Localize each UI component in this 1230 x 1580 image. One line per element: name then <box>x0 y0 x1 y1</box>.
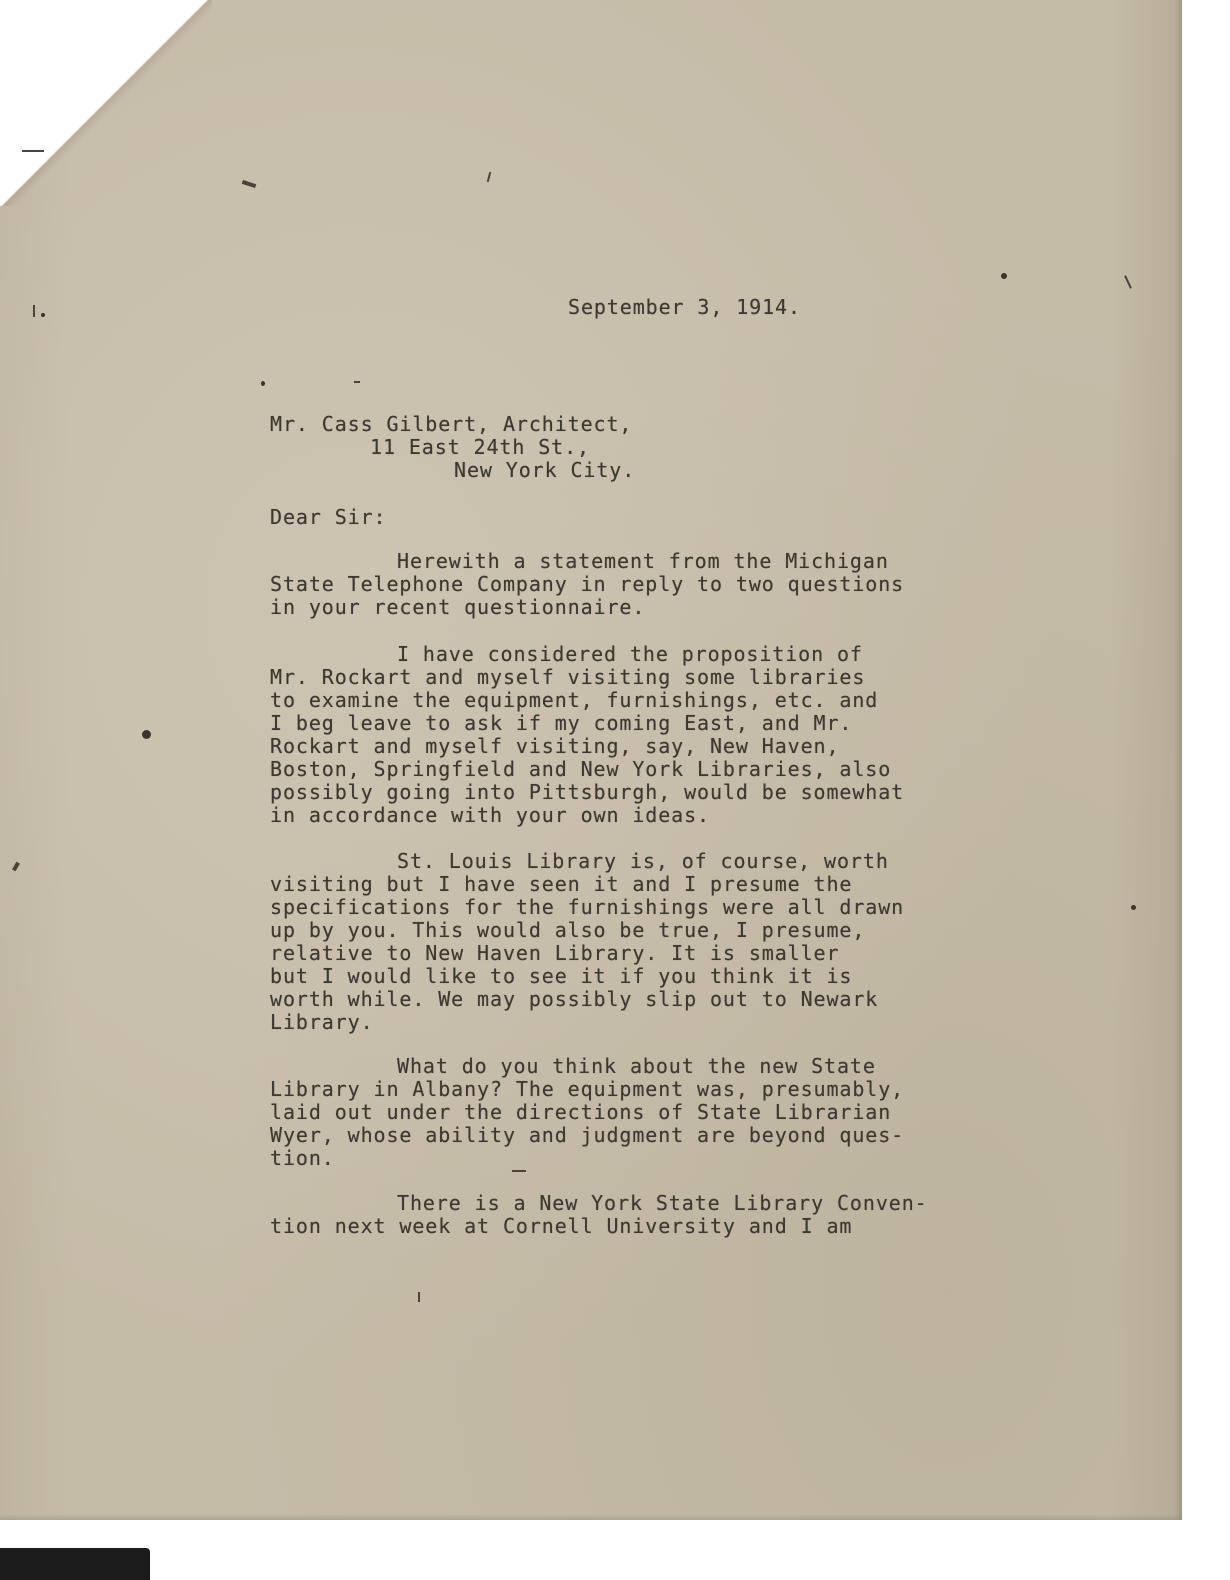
paragraph-5-line-2: tion next week at Cornell University and I am <box>270 1214 853 1238</box>
paragraph-2-line-1: I have considered the proposition of <box>397 642 863 666</box>
paper-mark <box>354 381 360 383</box>
paper-speck <box>1131 905 1136 910</box>
paragraph-2-line-7: possibly going into Pittsburgh, would be somewhat <box>270 780 905 804</box>
paragraph-4-line-2: Library in Albany? The equipment was, presumably, <box>270 1077 905 1101</box>
address-line-1: Mr. Cass Gilbert, Architect, <box>270 412 633 436</box>
paper-speck <box>41 313 45 317</box>
paragraph-3-line-3: specifications for the furnishings were all drawn <box>270 895 905 919</box>
paragraph-4-line-1: What do you think about the new State <box>397 1054 876 1078</box>
address-line-2: 11 East 24th St., <box>370 435 590 459</box>
paragraph-2-line-4: I beg leave to ask if my coming East, and Mr. <box>270 711 853 735</box>
paper-mark <box>512 1170 526 1172</box>
paper-speck <box>142 730 151 739</box>
paper-mark <box>418 1292 420 1302</box>
paragraph-4-line-4: Wyer, whose ability and judgment are beyond ques- <box>270 1123 905 1147</box>
paragraph-4-line-3: laid out under the directions of State Librarian <box>270 1100 892 1124</box>
paragraph-2-line-3: to examine the equipment, furnishings, etc. and <box>270 688 879 712</box>
paragraph-5-line-1: There is a New York State Library Conven- <box>397 1191 928 1215</box>
letter-date: September 3, 1914. <box>568 295 801 319</box>
paper-speck <box>261 381 265 386</box>
paragraph-2-line-5: Rockart and myself visiting, say, New Haven, <box>270 734 840 758</box>
paragraph-3-line-8: Library. <box>270 1010 374 1034</box>
paragraph-1-line-3: in your recent questionnaire. <box>270 595 646 619</box>
salutation: Dear Sir: <box>270 505 387 529</box>
address-line-3: New York City. <box>454 458 636 482</box>
scanner-bar <box>0 1548 150 1580</box>
paragraph-3-line-4: up by you. This would also be true, I presume, <box>270 918 866 942</box>
paper-speck <box>1001 273 1007 279</box>
paragraph-1-line-1: Herewith a statement from the Michigan <box>397 549 889 573</box>
paragraph-2-line-6: Boston, Springfield and New York Libraries, also <box>270 757 892 781</box>
paper-right-edge <box>1174 0 1182 1520</box>
paragraph-3-line-1: St. Louis Library is, of course, worth <box>397 849 889 873</box>
paragraph-3-line-7: worth while. We may possibly slip out to Newark <box>270 987 879 1011</box>
paragraph-4-line-5: tion. <box>270 1146 335 1170</box>
paragraph-2-line-2: Mr. Rockart and myself visiting some libraries <box>270 665 866 689</box>
paragraph-1-line-2: State Telephone Company in reply to two questions <box>270 572 905 596</box>
paragraph-3-line-2: visiting but I have seen it and I presume the <box>270 872 853 896</box>
paragraph-2-line-8: in accordance with your own ideas. <box>270 803 710 827</box>
folded-corner <box>0 0 212 206</box>
paper-mark <box>33 305 35 317</box>
paragraph-3-line-5: relative to New Haven Library. It is smaller <box>270 941 840 965</box>
paper-bottom-edge <box>0 1514 1182 1520</box>
paper-mark <box>22 150 44 152</box>
paragraph-3-line-6: but I would like to see it if you think it is <box>270 964 853 988</box>
